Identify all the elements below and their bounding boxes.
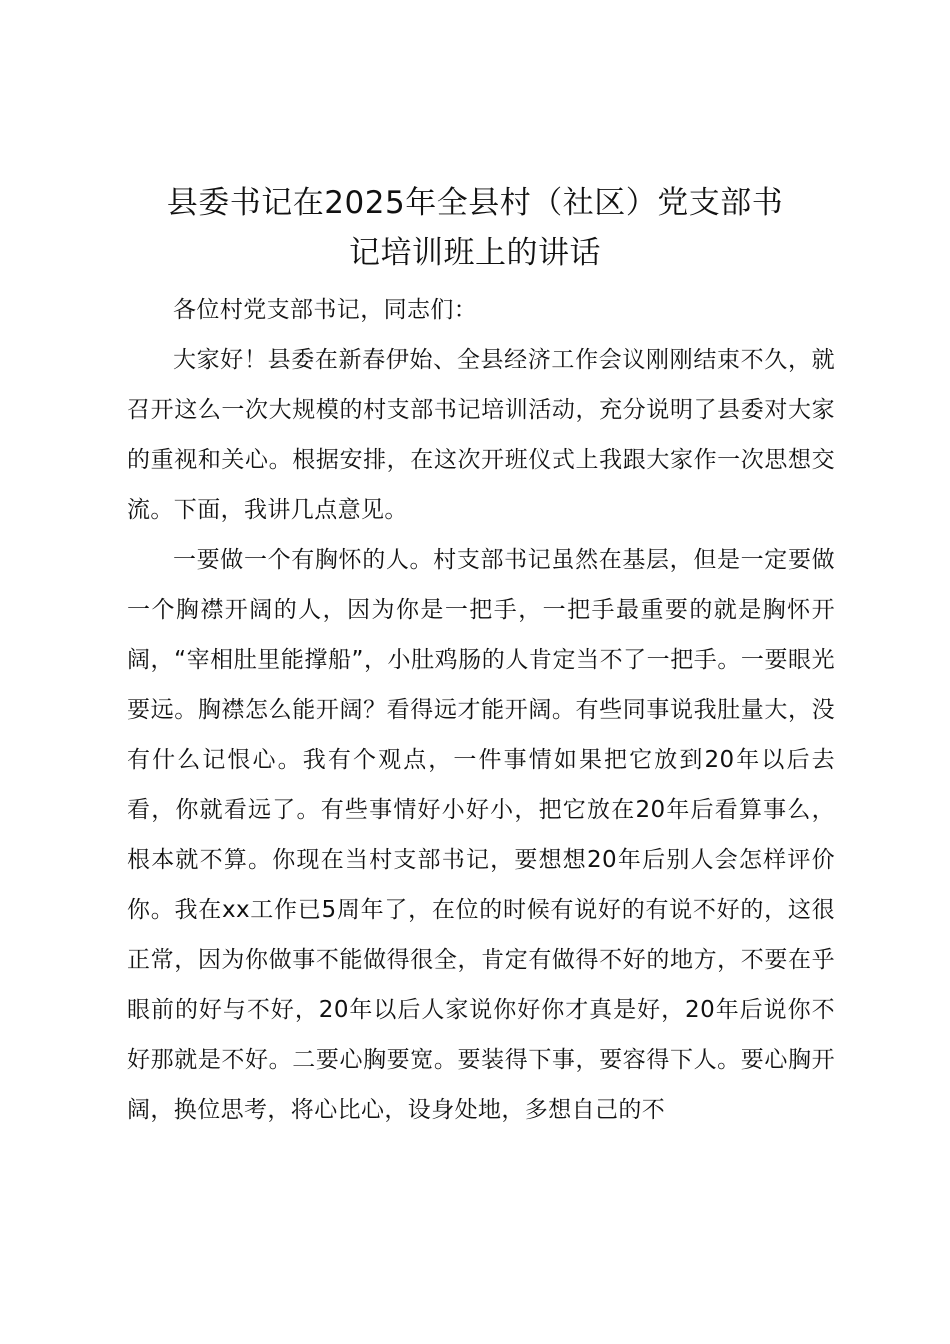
paragraph-point-one: 一要做一个有胸怀的人。村支部书记虽然在基层，但是一定要做一个胸襟开阔的人，因为你是一把手，一把手最重要的就是胸怀开阔，“宰相肚里能撑船”，小肚鸡肠的人肯定当不了一把手。一要眼光要远。胸襟怎么能开阔？看得远才能开阔。有些同事说我肚量大，没有什么记恨心。我有个观点，一件事情如果把它放到20年以后去看，你就看远了。有些事情好小好小，把它放在20年后看算事么，根本就不算。你现在当村支部书记，要想想20年后别人会怎样评价你。我在xx工作已5周年了，在位的时候有说好的有说不好的，这很正常，因为你做事不能做得很全，肯定有做得不好的地方，不要在乎眼前的好与不好，20年以后人家说你好你才真是好，20年后说你不好那就是不好。二要心胸要宽。要装得下事，要容得下人。要心胸开阔，换位思考，将心比心，设身处地，多想自己的不 [127, 547, 835, 1123]
paragraph-intro: 大家好！县委在新春伊始、全县经济工作会议刚刚结束不久，就召开这么一次大规模的村支部书记培训活动，充分说明了县委对大家的重视和关心。根据安排，在这次开班仪式上我跟大家作一次思想交流。下面，我讲几点意见。 [127, 347, 835, 523]
document-title [110, 178, 840, 278]
salutation: 各位村党支部书记，同志们： [173, 297, 478, 323]
document-body [127, 285, 835, 1135]
title-line-2: 记培训班上的讲话 [349, 235, 601, 271]
title-line-1: 县委书记在2025年全县村（社区）党支部书 [166, 185, 784, 221]
